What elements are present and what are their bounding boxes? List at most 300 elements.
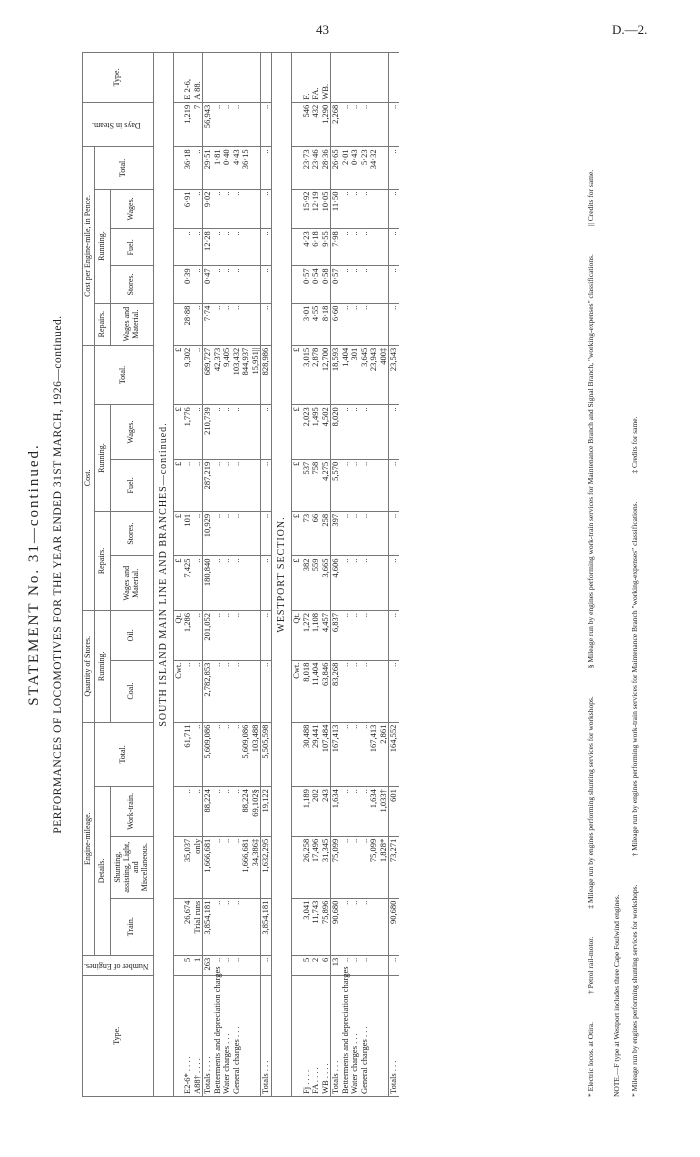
cell-train: 90,680 bbox=[389, 898, 399, 955]
footnote: ‡ Credits for same. bbox=[630, 416, 639, 474]
cell-coal: 11,404 bbox=[311, 660, 321, 722]
cell-shunting: 1,632,295 bbox=[261, 836, 272, 898]
cell-p-fuel: .. bbox=[213, 229, 223, 266]
cell-p-st: 0·39 bbox=[183, 266, 193, 303]
cell-p-total: 1·81 bbox=[213, 147, 223, 189]
header-cpm-wages-material: Wages and Material. bbox=[110, 303, 153, 345]
cell-p-total bbox=[251, 147, 261, 189]
cell-ctype bbox=[341, 53, 351, 103]
cell-stores: .. bbox=[261, 511, 272, 556]
table-row bbox=[251, 53, 261, 1097]
cell-p-wages: .. bbox=[261, 189, 272, 229]
cell-p-fuel: .. bbox=[193, 229, 203, 266]
cell-train: 90,680 bbox=[331, 898, 341, 955]
cell-repairs: 382 bbox=[302, 556, 312, 611]
cell-type: Water charges . . . bbox=[350, 975, 360, 1096]
cell-shunting: only bbox=[193, 836, 203, 898]
cell-coal: .. bbox=[232, 660, 242, 722]
footnote: § Mileage run by engines performing work-train services for Maintenance Branch and Signal Branch, "working-expenses" classifications. bbox=[586, 254, 595, 669]
cell-coal bbox=[251, 660, 261, 722]
cell-p-wages: .. bbox=[341, 189, 351, 229]
cell-fuel: .. bbox=[213, 459, 223, 511]
cell-fuel: 537 bbox=[302, 459, 312, 511]
cell-wages: 2,023 bbox=[302, 405, 312, 460]
totals-row bbox=[203, 53, 213, 1097]
cell-ctotal: £ bbox=[173, 345, 183, 405]
header-coal: Coal. bbox=[110, 660, 153, 722]
cell-number: .. bbox=[350, 955, 360, 975]
cell-number: .. bbox=[360, 955, 370, 975]
cell-train: 3,854,181 bbox=[203, 898, 213, 955]
cell-coal: .. bbox=[183, 660, 193, 722]
cell-ctotal: 689,727 bbox=[203, 345, 213, 405]
header-type: Type. bbox=[83, 975, 154, 1096]
cell-p-total: 0·43 bbox=[350, 147, 360, 189]
header-train: Train. bbox=[110, 898, 153, 955]
cell-coal bbox=[379, 660, 389, 722]
cell-work: 88,224 bbox=[203, 787, 213, 837]
cell-wages: .. bbox=[193, 405, 203, 460]
cell-ctotal: 18,593 bbox=[331, 345, 341, 405]
cell-ctype: WB. bbox=[321, 53, 331, 103]
cell-ctype bbox=[241, 53, 251, 103]
footnote: * Mileage run by engines performing shunting services for workshops. bbox=[630, 884, 639, 1097]
cell-p-wages: .. bbox=[389, 189, 399, 229]
cell-number: 2 bbox=[311, 955, 321, 975]
cell-repairs: 7,425 bbox=[183, 556, 193, 611]
cell-days: 546 bbox=[302, 102, 312, 147]
cell-wages bbox=[369, 405, 379, 460]
cell-days: 2,268 bbox=[331, 102, 341, 147]
cell-type: Betterments and depreciation charges bbox=[213, 975, 223, 1096]
cell-p-fuel: 12·28 bbox=[203, 229, 213, 266]
cell-p-fuel: .. bbox=[261, 229, 272, 266]
cell-p-fuel: 7·98 bbox=[331, 229, 341, 266]
cell-stores: 258 bbox=[321, 511, 331, 556]
cell-ctype bbox=[213, 53, 223, 103]
cell-oil: .. bbox=[360, 611, 370, 661]
totals-row bbox=[331, 53, 341, 1097]
cell-repairs: .. bbox=[193, 556, 203, 611]
cell-fuel bbox=[379, 459, 389, 511]
cell-ctotal: 844,937 bbox=[241, 345, 251, 405]
table-row bbox=[183, 53, 193, 1097]
cell-days: .. bbox=[341, 102, 351, 147]
cell-stores bbox=[251, 511, 261, 556]
cell-oil bbox=[369, 611, 379, 661]
cell-fuel: 758 bbox=[311, 459, 321, 511]
cell-work bbox=[173, 787, 183, 837]
cell-p-fuel: .. bbox=[183, 229, 193, 266]
cell-ctotal: 103,432 bbox=[232, 345, 242, 405]
cell-p-wages: .. bbox=[232, 189, 242, 229]
cell-stores: 101 bbox=[183, 511, 193, 556]
cell-ctype bbox=[203, 53, 213, 103]
cell-p-rep: 4·55 bbox=[311, 303, 321, 345]
cell-coal: Cwt. bbox=[173, 660, 183, 722]
cell-coal bbox=[369, 660, 379, 722]
cell-p-rep bbox=[369, 303, 379, 345]
cell-train bbox=[369, 898, 379, 955]
cell-train: 26,674 bbox=[183, 898, 193, 955]
cell-fuel: 5,570 bbox=[331, 459, 341, 511]
cell-fuel bbox=[241, 459, 251, 511]
cell-repairs: 4,606 bbox=[331, 556, 341, 611]
header-cpm-total: Total. bbox=[94, 147, 153, 189]
cell-oil: .. bbox=[193, 611, 203, 661]
cell-days: 56,943 bbox=[203, 102, 213, 147]
cell-oil: 201,052 bbox=[203, 611, 213, 661]
cell-number bbox=[251, 955, 261, 975]
cell-p-fuel bbox=[241, 229, 251, 266]
cell-p-fuel bbox=[369, 229, 379, 266]
cell-shunting: .. bbox=[213, 836, 223, 898]
cell-shunting: .. bbox=[350, 836, 360, 898]
header-shunting: Shunting, assisting, Light, and Miscellaneous. bbox=[110, 836, 153, 898]
header-cpm-running: Running. bbox=[94, 189, 110, 303]
cell-p-fuel: 4·23 bbox=[302, 229, 312, 266]
cell-p-total: 36·18 bbox=[183, 147, 193, 189]
cell-number: .. bbox=[261, 955, 272, 975]
cell-train bbox=[379, 898, 389, 955]
cell-type: Betterments and depreciation charges bbox=[341, 975, 351, 1096]
cell-fuel: .. bbox=[183, 459, 193, 511]
cell-p-wages: 12·19 bbox=[311, 189, 321, 229]
cell-p-total: 28·36 bbox=[321, 147, 331, 189]
cell-type bbox=[369, 975, 379, 1096]
cell-p-rep: .. bbox=[261, 303, 272, 345]
totals-row bbox=[261, 53, 272, 1097]
header-days-in-steam: Days in Steam. bbox=[83, 102, 154, 147]
cell-work: .. bbox=[360, 787, 370, 837]
cell-stores: .. bbox=[350, 511, 360, 556]
cell-type bbox=[251, 975, 261, 1096]
cell-type: Fj . . . . bbox=[302, 975, 312, 1096]
cell-stores: 397 bbox=[331, 511, 341, 556]
cell-p-rep: .. bbox=[232, 303, 242, 345]
cell-stores bbox=[379, 511, 389, 556]
table-row bbox=[350, 53, 360, 1097]
cell-wages: £ bbox=[173, 405, 183, 460]
table-row bbox=[369, 53, 379, 1097]
cell-ctype: F. bbox=[302, 53, 312, 103]
cell-ctotal: 828,986 bbox=[261, 345, 272, 405]
document-code: D.—2. bbox=[612, 22, 648, 37]
cell-days: .. bbox=[360, 102, 370, 147]
cell-total: 167,413 bbox=[369, 722, 379, 787]
table-row bbox=[232, 53, 242, 1097]
cell-work: .. bbox=[193, 787, 203, 837]
cell-ctype bbox=[389, 53, 399, 103]
cell-ctype bbox=[369, 53, 379, 103]
cell-number: 5 bbox=[302, 955, 312, 975]
cell-train: .. bbox=[213, 898, 223, 955]
header-work-train: Work-train. bbox=[110, 787, 153, 837]
cell-p-fuel bbox=[379, 229, 389, 266]
cell-p-st bbox=[379, 266, 389, 303]
cell-train: .. bbox=[360, 898, 370, 955]
cell-total: 5,505,598 bbox=[261, 722, 272, 787]
cell-fuel: .. bbox=[193, 459, 203, 511]
cell-number: 263 bbox=[203, 955, 213, 975]
cell-wages: 210,739 bbox=[203, 405, 213, 460]
cell-oil bbox=[241, 611, 251, 661]
cell-number: .. bbox=[213, 955, 223, 975]
cell-shunting: 17,496 bbox=[311, 836, 321, 898]
header-cost-per-mile: Cost per Engine-mile, in Pence. bbox=[83, 147, 95, 345]
cell-total: 5,609,086 bbox=[241, 722, 251, 787]
cell-ctotal: 42,373 bbox=[213, 345, 223, 405]
cell-number bbox=[369, 955, 379, 975]
cell-type: FA . . . . bbox=[311, 975, 321, 1096]
cell-p-rep: 3·01 bbox=[302, 303, 312, 345]
cell-fuel: 287,219 bbox=[203, 459, 213, 511]
cell-total: .. bbox=[222, 722, 232, 787]
cell-total: 164,552 bbox=[389, 722, 399, 787]
cell-repairs: .. bbox=[389, 556, 399, 611]
cell-wages: £ bbox=[292, 405, 302, 460]
cell-number: .. bbox=[232, 955, 242, 975]
cell-p-st: .. bbox=[389, 266, 399, 303]
header-number: Number of Engines. bbox=[83, 955, 154, 975]
cell-p-rep: 6·60 bbox=[331, 303, 341, 345]
cell-days: .. bbox=[261, 102, 272, 147]
cell-number: 13 bbox=[331, 955, 341, 975]
cell-coal: .. bbox=[193, 660, 203, 722]
cell-wages bbox=[241, 405, 251, 460]
cell-train: 3,041 bbox=[302, 898, 312, 955]
cell-p-st: 0·57 bbox=[302, 266, 312, 303]
cell-p-fuel: .. bbox=[389, 229, 399, 266]
cell-oil: .. bbox=[261, 611, 272, 661]
cell-shunting: 1,666,681 bbox=[241, 836, 251, 898]
cell-ctype: E 2-6, bbox=[183, 53, 193, 103]
cell-wages: 1,776 bbox=[183, 405, 193, 460]
cell-ctype bbox=[251, 53, 261, 103]
cell-oil: 6,837 bbox=[331, 611, 341, 661]
cell-train: .. bbox=[222, 898, 232, 955]
table-row bbox=[193, 53, 203, 1097]
cell-oil bbox=[379, 611, 389, 661]
cell-p-st: .. bbox=[261, 266, 272, 303]
cell-days: .. bbox=[213, 102, 223, 147]
cell-shunting: 26,258 bbox=[302, 836, 312, 898]
cell-p-fuel: .. bbox=[350, 229, 360, 266]
header-cost: Cost. bbox=[83, 345, 95, 610]
cell-coal: .. bbox=[222, 660, 232, 722]
cell-coal: .. bbox=[360, 660, 370, 722]
header-cpm-stores: Stores. bbox=[110, 266, 153, 303]
cell-p-wages bbox=[241, 189, 251, 229]
cell-stores bbox=[369, 511, 379, 556]
cell-coal: .. bbox=[350, 660, 360, 722]
cell-p-st: .. bbox=[222, 266, 232, 303]
cell-shunting: 34,386‡ bbox=[251, 836, 261, 898]
cell-total: 2,861 bbox=[379, 722, 389, 787]
cell-stores: .. bbox=[193, 511, 203, 556]
cell-p-st: 0·47 bbox=[203, 266, 213, 303]
cell-coal: .. bbox=[389, 660, 399, 722]
cell-stores bbox=[241, 511, 251, 556]
table-row bbox=[360, 53, 370, 1097]
cell-shunting: 1,828* bbox=[379, 836, 389, 898]
cell-coal: 8,018 bbox=[302, 660, 312, 722]
cell-wages: .. bbox=[389, 405, 399, 460]
cell-work: .. bbox=[183, 787, 193, 837]
cell-fuel: £ bbox=[173, 459, 183, 511]
cell-wages: .. bbox=[360, 405, 370, 460]
cell-repairs: .. bbox=[261, 556, 272, 611]
cell-repairs bbox=[251, 556, 261, 611]
header-wages: Wages. bbox=[110, 405, 153, 460]
cell-p-wages: .. bbox=[222, 189, 232, 229]
cell-p-wages: 15·92 bbox=[302, 189, 312, 229]
cell-ctotal: .. bbox=[193, 345, 203, 405]
cell-train: 75,896 bbox=[321, 898, 331, 955]
header-oil: Oil. bbox=[110, 611, 153, 661]
cell-days: .. bbox=[232, 102, 242, 147]
cell-wages: .. bbox=[350, 405, 360, 460]
cell-oil: 1,272 bbox=[302, 611, 312, 661]
cell-total: .. bbox=[213, 722, 223, 787]
cell-shunting: .. bbox=[341, 836, 351, 898]
cell-shunting: .. bbox=[360, 836, 370, 898]
cell-p-st: .. bbox=[213, 266, 223, 303]
cell-oil: .. bbox=[222, 611, 232, 661]
notes-south-island bbox=[586, 52, 595, 1097]
cell-p-total: 23·46 bbox=[311, 147, 321, 189]
cell-ctype bbox=[379, 53, 389, 103]
page-number: 43 bbox=[316, 22, 329, 37]
cell-train bbox=[251, 898, 261, 955]
cell-repairs: 559 bbox=[311, 556, 321, 611]
cell-shunting: 35,037 bbox=[183, 836, 193, 898]
cell-fuel: .. bbox=[389, 459, 399, 511]
table-row bbox=[222, 53, 232, 1097]
header-fuel: Fuel. bbox=[110, 459, 153, 511]
cell-stores: £ bbox=[292, 511, 302, 556]
cell-oil: .. bbox=[213, 611, 223, 661]
cell-p-total: 0·40 bbox=[222, 147, 232, 189]
cell-oil: Qt. bbox=[292, 611, 302, 661]
cell-p-rep: 8·18 bbox=[321, 303, 331, 345]
cell-p-wages: .. bbox=[193, 189, 203, 229]
cell-p-total: 36·15 bbox=[241, 147, 251, 189]
cell-wages bbox=[379, 405, 389, 460]
cell-type: A88† . . . . bbox=[193, 975, 203, 1096]
cell-p-st: .. bbox=[350, 266, 360, 303]
cell-stores: .. bbox=[341, 511, 351, 556]
header-engine-mileage: Engine-mileage. bbox=[83, 722, 95, 955]
cell-train bbox=[241, 898, 251, 955]
header-details: Details. bbox=[94, 787, 110, 956]
cell-oil: Qt. bbox=[173, 611, 183, 661]
cell-stores: .. bbox=[389, 511, 399, 556]
cell-ctype bbox=[350, 53, 360, 103]
cell-wages: .. bbox=[232, 405, 242, 460]
cell-oil: 4,457 bbox=[321, 611, 331, 661]
cell-wages: .. bbox=[213, 405, 223, 460]
cell-coal: .. bbox=[261, 660, 272, 722]
cell-wages: .. bbox=[222, 405, 232, 460]
cell-work: 1,634 bbox=[331, 787, 341, 837]
cell-work: 88,224 bbox=[241, 787, 251, 837]
table-row bbox=[379, 53, 389, 1097]
notes-westport-head bbox=[612, 52, 621, 1097]
cell-p-fuel: 9·55 bbox=[321, 229, 331, 266]
cell-p-total: .. bbox=[193, 147, 203, 189]
cell-coal: .. bbox=[213, 660, 223, 722]
cell-shunting: 1,666,681 bbox=[203, 836, 213, 898]
cell-number bbox=[241, 955, 251, 975]
cell-train: Trial runs bbox=[193, 898, 203, 955]
cell-stores: .. bbox=[360, 511, 370, 556]
cell-wages: 8,020 bbox=[331, 405, 341, 460]
cell-total: .. bbox=[350, 722, 360, 787]
cell-total: 103,488 bbox=[251, 722, 261, 787]
cell-p-wages: 11·50 bbox=[331, 189, 341, 229]
header-cost-total: Total. bbox=[94, 345, 153, 405]
cell-shunting: .. bbox=[232, 836, 242, 898]
cell-shunting: 75,099 bbox=[369, 836, 379, 898]
cell-stores: .. bbox=[222, 511, 232, 556]
cell-p-wages: .. bbox=[213, 189, 223, 229]
header-mileage-total: Total. bbox=[94, 722, 153, 787]
cell-wages: 1,495 bbox=[311, 405, 321, 460]
cell-p-st bbox=[251, 266, 261, 303]
cell-p-rep: 7·74 bbox=[203, 303, 213, 345]
cell-work: 69,102§ bbox=[251, 787, 261, 837]
cell-p-st bbox=[369, 266, 379, 303]
cell-oil: .. bbox=[350, 611, 360, 661]
cell-ctotal: 301 bbox=[350, 345, 360, 405]
cell-fuel: .. bbox=[222, 459, 232, 511]
cell-p-st: .. bbox=[193, 266, 203, 303]
cell-fuel: .. bbox=[350, 459, 360, 511]
cell-p-total: 2·01 bbox=[341, 147, 351, 189]
cell-ctotal: 9,405 bbox=[222, 345, 232, 405]
table-row bbox=[213, 53, 223, 1097]
cell-number bbox=[379, 955, 389, 975]
performance-table bbox=[82, 52, 399, 1097]
cell-ctype bbox=[331, 53, 341, 103]
cell-ctype: FA. bbox=[311, 53, 321, 103]
cell-number: .. bbox=[341, 955, 351, 975]
cell-days bbox=[241, 102, 251, 147]
cell-repairs: .. bbox=[213, 556, 223, 611]
cell-p-st: .. bbox=[360, 266, 370, 303]
cell-p-total: 5·23 bbox=[360, 147, 370, 189]
cell-work: .. bbox=[232, 787, 242, 837]
cell-p-rep bbox=[379, 303, 389, 345]
footnote: ‡ Mileage run by engines performing shunting services for workshops. bbox=[586, 696, 595, 909]
statement-subtitle: PERFORMANCES OF LOCOMOTIVES FOR THE YEAR ENDED 31ST MARCH, 1926—continued. bbox=[52, 315, 64, 834]
cell-coal: 83,268 bbox=[331, 660, 341, 722]
header-stores: Stores. bbox=[110, 511, 153, 556]
cell-total: .. bbox=[341, 722, 351, 787]
table-row bbox=[241, 53, 251, 1097]
section-heading-row bbox=[271, 53, 291, 1097]
cell-fuel: .. bbox=[261, 459, 272, 511]
cell-p-st: .. bbox=[232, 266, 242, 303]
cell-type: Totals . . . bbox=[389, 975, 399, 1096]
cell-ctype bbox=[222, 53, 232, 103]
cell-type: Totals . . . bbox=[331, 975, 341, 1096]
cell-type bbox=[379, 975, 389, 1096]
cell-ctotal: 3,015 bbox=[302, 345, 312, 405]
rotated-statement bbox=[26, 52, 670, 1097]
cell-total: .. bbox=[232, 722, 242, 787]
